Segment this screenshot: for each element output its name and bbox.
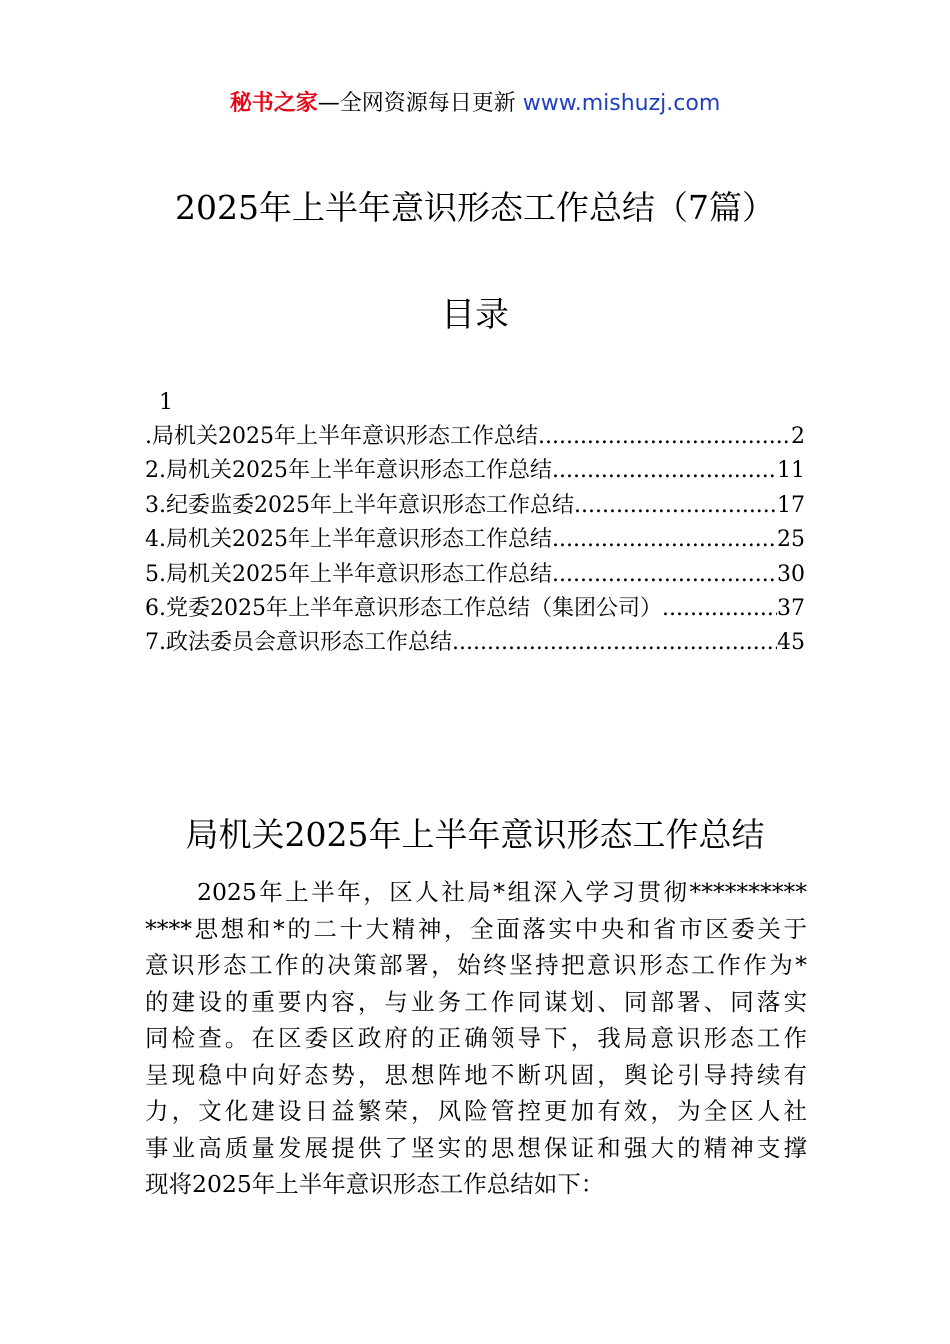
toc-entry-title: 6.党委2025年上半年意识形态工作总结（集团公司） [145, 596, 662, 622]
toc-entry-7[interactable] [145, 626, 805, 660]
document-title: 2025年上半年意识形态工作总结（7篇） [175, 188, 775, 227]
toc-entry-3[interactable] [145, 489, 805, 523]
body-line: 事业高质量发展提供了坚实的思想保证和强大的精神支撑 [145, 1133, 807, 1162]
body-line: 意识形态工作的决策部署，始终坚持把意识形态工作作为* [145, 951, 807, 979]
toc-entry-2[interactable] [145, 454, 805, 488]
body-line: ****思想和*的二十大精神，全面落实中央和省市区委关于 [145, 914, 807, 943]
toc-entry-title: 3.纪委监委2025年上半年意识形态工作总结 [145, 492, 574, 518]
toc-entry-title: 2.局机关2025年上半年意识形态工作总结 [145, 458, 552, 484]
body-line: 力，文化建设日益繁荣，风险管控更加有效，为全区人社 [145, 1097, 807, 1125]
toc-entry-1[interactable] [145, 420, 805, 454]
toc-page-number: 2 [791, 424, 805, 449]
toc-leader-dots [538, 420, 791, 454]
toc-entry-6[interactable] [145, 592, 805, 626]
toc-leader-dots [552, 523, 777, 557]
body-line: 现将2025年上半年意识形态工作总结如下： [145, 1170, 605, 1198]
body-line: 同检查。在区委区政府的正确领导下，我局意识形态工作 [145, 1024, 807, 1052]
section-body [145, 874, 807, 1203]
body-line: 2025年上半年，区人社局*组深入学习贯彻********** [145, 878, 807, 906]
brand-name: 秘书之家 [229, 91, 318, 116]
table-of-contents [145, 386, 805, 661]
toc-entry-title: .局机关2025年上半年意识形态工作总结 [145, 424, 538, 449]
toc-leader-dots [552, 558, 777, 592]
site-link[interactable]: www.mishuzj.com [522, 91, 721, 116]
toc-leader-dots [452, 626, 777, 660]
toc-page-number: 17 [777, 492, 805, 518]
body-line: 呈现稳中向好态势，思想阵地不断巩固，舆论引导持续有 [145, 1060, 807, 1089]
toc-item-number: 1 [159, 390, 173, 415]
toc-entry-title: 4.局机关2025年上半年意识形态工作总结 [145, 527, 552, 553]
body-line: 的建设的重要内容，与业务工作同谋划、同部署、同落实 [145, 987, 807, 1016]
toc-page-number: 30 [777, 561, 805, 587]
toc-entry-title: 7.政法委员会意识形态工作总结 [145, 630, 452, 656]
toc-leader-dots [574, 489, 777, 523]
toc-page-number: 37 [777, 596, 805, 622]
toc-page-number: 25 [777, 527, 805, 553]
toc-page-number: 11 [777, 458, 805, 484]
toc-page-number: 45 [777, 630, 805, 656]
toc-leader-dots [662, 592, 777, 626]
section-title: 局机关2025年上半年意识形态工作总结 [185, 815, 765, 854]
toc-leader-dots [552, 454, 777, 488]
banner-slogan: —全网资源每日更新 [317, 91, 516, 116]
site-banner [0, 88, 950, 120]
toc-entry-5[interactable] [145, 558, 805, 592]
toc-heading: 目录 [441, 295, 509, 335]
toc-entry-4[interactable] [145, 523, 805, 557]
toc-entry-title: 5.局机关2025年上半年意识形态工作总结 [145, 561, 552, 587]
